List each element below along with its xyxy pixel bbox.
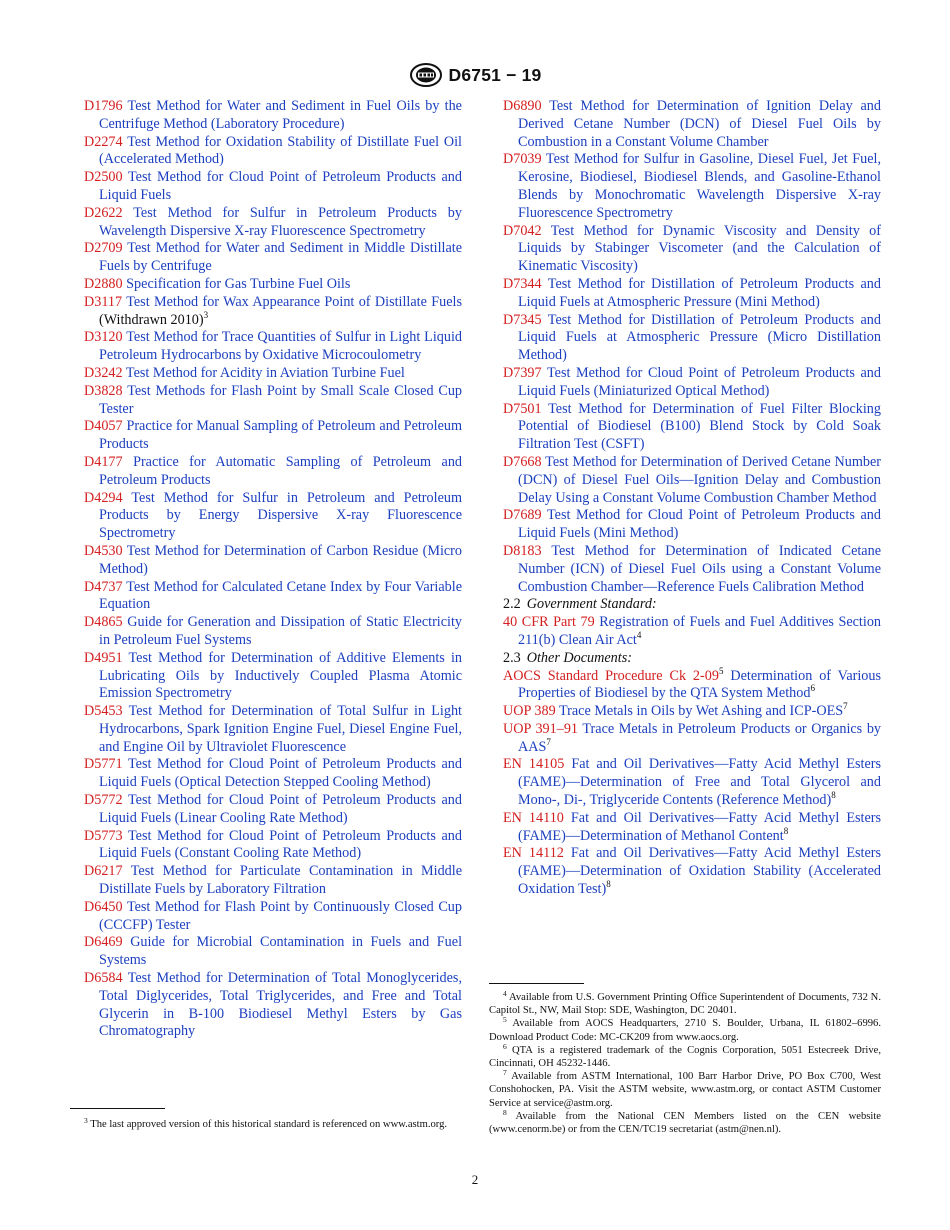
footnote-text: Available from ASTM International, 100 Barr Harbor Drive, PO Box C700, West Conshohocken, PA. Visit the ASTM website, www.astm.org, or contact ASTM Customer Service at service@astm.org. [489, 1071, 881, 1109]
reference-title[interactable]: Test Method for Cloud Point of Petroleum Products and Liquid Fuels (Optical Detection Stepped Cooling Method) [99, 756, 462, 791]
reference-code[interactable]: D3828 [84, 382, 123, 399]
reference-entry [503, 845, 881, 898]
footnote-number: 5 [503, 1015, 507, 1025]
footnote-marker: 4 [636, 629, 642, 640]
reference-title[interactable]: Test Method for Cloud Point of Petroleum Products and Liquid Fuels (Constant Cooling Rate Method) [99, 827, 462, 862]
reference-entry [84, 970, 462, 1041]
reference-title[interactable]: Fat and Oil Derivatives—Fatty Acid Methyl Esters (FAME)—Determination of Oxidation Stability (Accelerated Oxidation Test) [518, 845, 882, 898]
document-designation: D6751 − 19 [448, 64, 542, 85]
reference-code[interactable]: D5773 [84, 827, 123, 844]
reference-entry [503, 151, 881, 222]
reference-code[interactable]: D4294 [84, 489, 123, 506]
reference-entry [503, 401, 881, 454]
reference-code[interactable]: D7344 [503, 275, 542, 292]
reference-code[interactable]: D7042 [503, 222, 542, 239]
reference-title[interactable]: Trace Metals in Oils by Wet Ashing and ICP-OES [558, 703, 844, 720]
reference-code[interactable]: D4865 [84, 614, 123, 631]
footnote-marker: 7 [546, 736, 551, 747]
footnote-marker: 8 [783, 825, 789, 836]
footnote-marker: 8 [831, 790, 836, 801]
footnote-text: Available from the National CEN Members listed on the CEN website (www.cenorm.be) or from the CEN/TC19 secretariat (astm@nen.nl). [489, 1110, 881, 1136]
footnote-number: 8 [503, 1107, 507, 1117]
footnote-text: Available from AOCS Headquarters, 2710 S. Boulder, Urbana, IL 61802–6996. Download Product Code: MC-CK209 from www.aocs.org. [489, 1018, 881, 1043]
reference-title[interactable]: Test Method for Wax Appearance Point of Distillate Fuels [126, 293, 462, 310]
reference-title[interactable]: Trace Metals in Petroleum Products or Organics by AAS [518, 720, 882, 755]
reference-code[interactable]: D3242 [84, 364, 123, 381]
section-title: Government Standard: [526, 596, 657, 613]
footnote-divider-left [70, 1108, 165, 1109]
footnote [489, 1107, 881, 1136]
footnote-marker: 8 [606, 879, 611, 890]
reference-title[interactable]: Test Method for Cloud Point of Petroleum Products and Liquid Fuels (Miniaturized Optical Method) [518, 364, 881, 399]
reference-code[interactable]: D5453 [84, 703, 123, 720]
reference-entry [503, 703, 881, 721]
reference-title[interactable]: Test Method for Water and Sediment in Fuel Oils by the Centrifuge Method (Laboratory Procedure) [99, 98, 462, 132]
reference-code[interactable]: UOP 391–91 [503, 720, 579, 737]
page-number: 2 [471, 1172, 479, 1187]
reference-title[interactable]: Test Method for Sulfur in Petroleum and Petroleum Products by Energy Dispersive X-ray Fluorescence Spectrometry [99, 489, 462, 542]
reference-entry [84, 490, 462, 543]
reference-entry [84, 169, 462, 205]
reference-code[interactable]: D3117 [84, 293, 123, 310]
reference-title[interactable]: Test Method for Distillation of Petroleum Products and Liquid Fuels at Atmospheric Pressure (Micro Distillation Method) [518, 311, 881, 364]
reference-title[interactable]: Test Method for Trace Quantities of Sulfur in Light Liquid Petroleum Hydrocarbons by Oxidative Microcoulometry [99, 329, 462, 364]
reference-entry [84, 418, 462, 454]
footnote-number: 3 [84, 1116, 88, 1125]
footnote-number: 7 [503, 1068, 507, 1078]
reference-title[interactable]: Test Method for Determination of Total Sulfur in Light Hydrocarbons, Spark Ignition Engine Fuel, Diesel Engine Fuel, and Engine Oil by Ultraviolet Fluorescence [99, 703, 462, 755]
reference-title[interactable]: Test Method for Sulfur in Petroleum Products by Wavelength Dispersive X-ray Fluorescence Spectrometry [99, 204, 462, 239]
reference-title[interactable]: Test Method for Sulfur in Gasoline, Diesel Fuel, Jet Fuel, Kerosine, Biodiesel, Biodiesel Blends, and Gasoline-Ethanol Blends by Monochromatic Wavelength Dispersive X-ray Fluorescence Spectrometry [518, 151, 881, 221]
reference-title[interactable]: Test Method for Determination of Ignition Delay and Derived Cetane Number (DCN) of Diesel Fuel Oils by Combustion in a Constant Volume Chamber [518, 98, 881, 150]
reference-entry [84, 205, 462, 241]
footnote [489, 1017, 881, 1043]
reference-code[interactable]: D5771 [84, 756, 123, 773]
reference-title[interactable]: Test Method for Cloud Point of Petroleum Products and Liquid Fuels (Mini Method) [518, 507, 881, 542]
reference-entry [84, 98, 462, 134]
reference-code[interactable]: D6450 [84, 898, 123, 915]
reference-title[interactable]: Fat and Oil Derivatives—Fatty Acid Methyl Esters (FAME)—Determination of Methanol Content [518, 809, 882, 844]
reference-title[interactable]: Test Method for Determination of Carbon Residue (Micro Method) [99, 542, 462, 577]
left-column [84, 98, 462, 1041]
reference-code[interactable]: D4057 [84, 418, 123, 435]
reference-code[interactable]: D7039 [503, 151, 542, 168]
reference-code[interactable]: D7345 [503, 311, 542, 328]
reference-title[interactable]: Test Methods for Flash Point by Small Scale Closed Cup Tester [99, 382, 463, 417]
reference-title[interactable]: Test Method for Flash Point by Continuously Closed Cup (CCCFP) Tester [99, 898, 462, 933]
footnote [489, 1070, 881, 1110]
reference-title[interactable]: Test Method for Determination of Derived Cetane Number (DCN) of Diesel Fuel Oils—Ignition Delay and Combustion Delay Using a Constant Volume Combustion Chamber Method [518, 453, 881, 506]
reference-title[interactable]: Test Method for Dynamic Viscosity and Density of Liquids by Stabinger Viscometer (and the Calculation of Kinematic Viscosity) [518, 222, 882, 275]
reference-entry [84, 276, 462, 294]
right-column [503, 98, 881, 899]
reference-entry [84, 828, 462, 864]
footnote-divider-right [489, 983, 584, 984]
reference-code[interactable]: D2880 [84, 275, 123, 292]
reference-title[interactable]: Test Method for Particulate Contamination in Middle Distillate Fuels by Laboratory Filtration [99, 863, 463, 898]
reference-code[interactable]: D5772 [84, 792, 123, 809]
reference-entry [84, 650, 462, 703]
reference-code[interactable]: D6217 [84, 863, 123, 880]
reference-code[interactable]: 40 CFR Part 79 [503, 614, 595, 631]
reference-entry [84, 579, 462, 615]
reference-code[interactable]: D4951 [84, 649, 123, 666]
astm-logo-icon [409, 63, 443, 87]
reference-title[interactable]: Test Method for Determination of Total Monoglycerides, Total Diglycerides, Total Triglycerides, and Free and Total Glycerin in B-100 Biodiesel Methyl Esters by Gas Chromatography [99, 970, 462, 1040]
reference-code[interactable]: UOP 389 [503, 703, 556, 720]
reference-entry [503, 543, 881, 596]
reference-entry [84, 240, 462, 276]
reference-title[interactable]: Test Method for Oxidation Stability of Distillate Fuel Oil (Accelerated Method) [99, 133, 462, 168]
section-number: 2.3 [503, 649, 521, 666]
reference-code[interactable]: D6469 [84, 934, 123, 951]
section-title: Other Documents: [526, 649, 632, 666]
reference-code[interactable]: D4737 [84, 578, 123, 595]
reference-title[interactable]: Test Method for Determination of Fuel Filter Blocking Potential of Biodiesel (B100) Blend Stock by Cold Soak Filtration Test (CSFT) [518, 400, 881, 453]
section-number: 2.2 [503, 596, 521, 613]
reference-code[interactable]: D6890 [503, 98, 542, 114]
reference-entry [84, 756, 462, 792]
reference-entry [84, 863, 462, 899]
reference-code[interactable]: D7397 [503, 364, 542, 381]
reference-code[interactable]: D2622 [84, 204, 123, 221]
page-header [0, 62, 950, 88]
reference-code[interactable]: D2709 [84, 240, 123, 257]
reference-title[interactable]: Guide for Microbial Contamination in Fuels and Fuel Systems [99, 934, 463, 969]
reference-title[interactable]: Test Method for Cloud Point of Petroleum Products and Liquid Fuels [99, 169, 462, 203]
reference-entry [503, 365, 881, 401]
footnote-number: 6 [503, 1041, 507, 1051]
reference-entry [84, 543, 462, 579]
reference-code[interactable]: EN 14105 [503, 756, 565, 773]
reference-code[interactable]: D8183 [503, 542, 542, 559]
reference-title[interactable]: Test Method for Acidity in Aviation Turbine Fuel [125, 364, 405, 381]
footnote-number: 4 [503, 989, 507, 998]
reference-code[interactable]: D6584 [84, 970, 123, 987]
reference-title[interactable]: Practice for Automatic Sampling of Petroleum and Petroleum Products [99, 453, 463, 488]
reference-entry [503, 810, 881, 846]
reference-entry [503, 276, 881, 312]
reference-code-footnote-marker: 5 [718, 665, 724, 676]
reference-code[interactable]: D2500 [84, 169, 123, 186]
reference-title[interactable]: Specification for Gas Turbine Fuel Oils [126, 275, 351, 292]
reference-code[interactable]: EN 14110 [503, 809, 564, 826]
reference-code[interactable]: D3120 [84, 329, 123, 346]
reference-entry [84, 294, 462, 330]
reference-entry [84, 792, 462, 828]
reference-title[interactable]: Registration of Fuels and Fuel Additives Section 211(b) Clean Air Act [518, 614, 882, 648]
reference-title[interactable]: Test Method for Water and Sediment in Middle Distillate Fuels by Centrifuge [99, 240, 462, 275]
reference-entry [84, 365, 462, 383]
reference-title[interactable]: Determination of Various Properties of Biodiesel by the QTA System Method [518, 667, 882, 702]
reference-entry [84, 934, 462, 970]
footnote [489, 991, 881, 1017]
reference-code[interactable]: D4530 [84, 542, 123, 559]
reference-entry [503, 98, 881, 151]
reference-title[interactable]: Fat and Oil Derivatives—Fatty Acid Methyl Esters (FAME)—Determination of Free and Total Glycerol and Mono-, Di-, Triglyceride Contents (Reference Method) [518, 756, 881, 809]
footnotes-left [70, 1118, 462, 1131]
reference-entry [84, 134, 462, 170]
footnotes-right [489, 991, 881, 1136]
reference-entry [503, 721, 881, 757]
footnote-marker: 6 [810, 683, 815, 694]
section-heading [503, 650, 881, 668]
reference-entry [84, 614, 462, 650]
reference-code[interactable]: D7689 [503, 507, 542, 524]
reference-title[interactable]: Practice for Manual Sampling of Petroleum and Petroleum Products [99, 418, 463, 453]
reference-note: (Withdrawn 2010) [99, 311, 204, 328]
reference-entry [503, 454, 881, 507]
reference-entry [503, 614, 881, 650]
reference-title[interactable]: Test Method for Cloud Point of Petroleum Products and Liquid Fuels (Linear Cooling Rate Method) [99, 792, 462, 826]
reference-code[interactable]: D7668 [503, 453, 542, 470]
reference-entry [84, 454, 462, 490]
reference-entry [84, 703, 462, 756]
footnote-marker: 7 [843, 701, 848, 712]
reference-code[interactable]: D4177 [84, 453, 123, 470]
footnote-text: The last approved version of this historical standard is referenced on www.astm.org. [90, 1119, 448, 1130]
section-heading [503, 596, 881, 614]
footnote-text: Available from U.S. Government Printing Office Superintendent of Documents, 732 N. Capitol St., NW, Mail Stop: SDE, Washington, DC 20401. [489, 992, 881, 1017]
reference-entry [84, 329, 462, 365]
reference-entry [503, 665, 882, 704]
reference-entry [84, 899, 462, 935]
reference-code[interactable]: EN 14112 [503, 845, 564, 862]
reference-entry [503, 756, 881, 809]
reference-code[interactable]: D7501 [503, 400, 542, 417]
reference-entry [503, 312, 881, 365]
reference-title[interactable]: Test Method for Distillation of Petroleum Products and Liquid Fuels at Atmospheric Pressure (Mini Method) [518, 275, 881, 310]
reference-entry [503, 223, 881, 276]
reference-entry [84, 383, 462, 419]
reference-title[interactable]: Test Method for Calculated Cetane Index by Four Variable Equation [99, 578, 462, 613]
footnote [489, 1041, 882, 1070]
reference-code[interactable]: AOCS Standard Procedure Ck 2-09 [503, 667, 719, 684]
footnote-text: QTA is a registered trademark of the Cognis Corporation, 5051 Estecreek Drive, Cincinnati, OH 45232-1446. [489, 1044, 882, 1070]
reference-code[interactable]: D2274 [84, 133, 123, 150]
reference-title[interactable]: Test Method for Determination of Additive Elements in Lubricating Oils by Inductively Coupled Plasma Atomic Emission Spectrometry [99, 649, 462, 702]
reference-title[interactable]: Guide for Generation and Dissipation of Static Electricity in Petroleum Fuel Systems [99, 614, 463, 648]
reference-entry [503, 507, 881, 543]
reference-code[interactable]: D1796 [84, 98, 123, 114]
footnote [70, 1118, 462, 1131]
reference-title[interactable]: Test Method for Determination of Indicated Cetane Number (ICN) of Diesel Fuel Oils using a Constant Volume Combustion Chamber—Reference Fuels Calibration Method [518, 542, 881, 595]
footnote-marker: 3 [203, 309, 209, 320]
